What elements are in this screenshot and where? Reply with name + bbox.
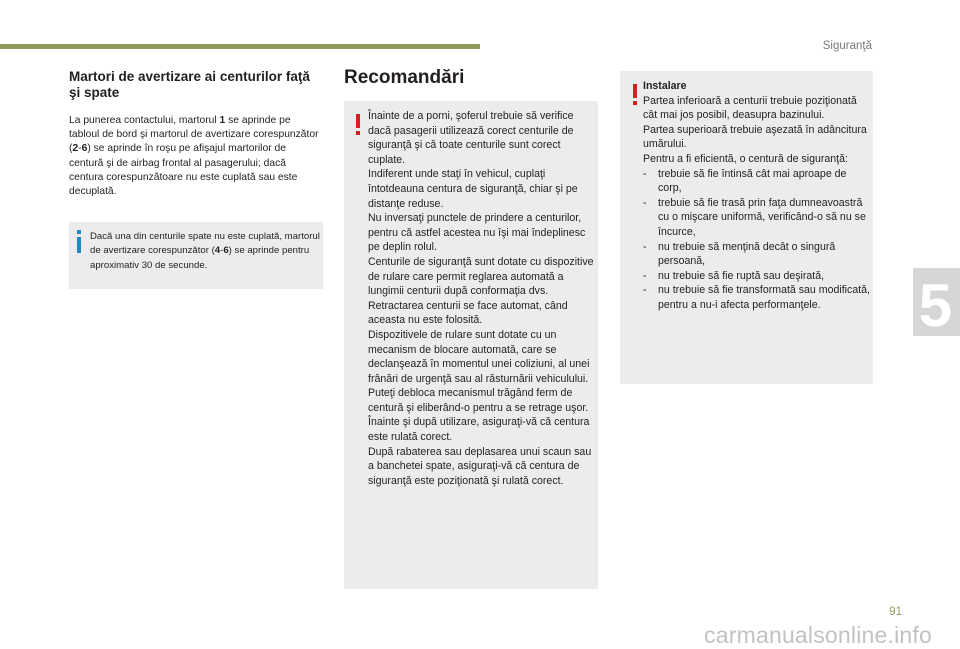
info-note-box [69,222,323,289]
warning-paragraph: Nu inversaţi punctele de prindere a centurilor, pentru că astfel acestea nu îşi mai îndeplinesc pe deplin rolul. [368,212,586,254]
warning-paragraph: Indiferent unde staţi în vehicul, cuplaţi întotdeauna centura de siguranţă, chiar şi pe distanţe reduse. [368,168,578,210]
chapter-number: 5 [918,272,952,339]
warning-paragraph: Înainte de a porni, şoferul trebuie să verifice dacă pasagerii utilizează corect centurile de siguranţă şi că toate centurile sunt corect cuplate. [368,110,574,166]
list-item: - trebuie să fie întinsă cât mai aproape de corp, [643,167,871,196]
warning-paragraph: Partea inferioară a centurii trebuie poziţionată cât mai jos posibil, deasupra bazinului. [643,94,857,122]
section-title: Martori de avertizare ai centurilor faţă şi spate [69,69,310,100]
section-paragraph: La punerea contactului, martorul 1 se aprinde pe tabloul de bord şi martorul de avertizare corespunzător (2-6) se aprinde în roşu pe afişajul martorilor de centură şi de airbag frontal al pasagerului; dacă centura corespunzătoare nu este cuplată sau este decuplată. [69,115,319,198]
info-icon [77,230,82,278]
recommendations-warning-box [344,101,598,589]
info-note-text: Dacă una din centurile spate nu este cuplată, martorul de avertizare corespunzător (4-6) se aprinde pentru aproximativ 30 de secunde. [90,231,320,271]
header-section-title: Siguranţă [822,40,872,52]
recommendations-title: Recomandări [344,67,465,88]
warning-paragraph: Pentru a fi eficientă, o centură de siguranţă: [643,152,848,165]
recommendations-text [368,109,596,488]
warning-paragraph: Centurile de siguranţă sunt dotate cu dispozitive de rulare care permit reglarea automată a lungimii centurii după conformaţia dvs. Retractarea centurii se face automat, când aceasta nu este folosită. [368,255,594,327]
warning-paragraph: Înainte şi după utilizare, asiguraţi-vă că centura este rulată corect. [368,416,590,444]
seatbelt-warning-lamps-section [69,69,323,199]
installation-warning-box [620,71,873,384]
watermark: carmanualsonline.info [704,622,932,648]
installation-title: Instalare [643,80,687,92]
header-rule [0,44,480,49]
warning-paragraph: După rabaterea sau deplasarea unui scaun sau a banchetei spate, asiguraţi-vă că centura de siguranţă este poziţionată şi rulată corect. [368,445,592,487]
warning-paragraph: Dispozitivele de rulare sunt dotate cu un mecanism de blocare automată, care se declanşează în momentul unei coliziuni, al unei frânări de urgenţă sau al răsturnării vehiculului. Puteţi debloca mecanismul trăgând ferm de centură şi eliberând-o pentru a se retrage uşor. [368,328,590,414]
list-item: - nu trebuie să fie ruptă sau deşirată, [643,269,871,284]
installation-text [643,79,871,313]
page-number: 91 [889,606,902,618]
warning-paragraph: Partea superioară trebuie aşezată în adâncitura umărului. [643,123,867,151]
list-item: - trebuie să fie trasă prin faţa dumneavoastră cu o mişcare uniformă, verificând-o să nu se încurce, [643,196,871,240]
requirements-list [643,167,871,313]
list-item: - nu trebuie să fie transformată sau modificată, pentru a nu-i afecta performanţele. [643,283,871,312]
list-item: - nu trebuie să menţină decât o singură persoană, [643,240,871,269]
